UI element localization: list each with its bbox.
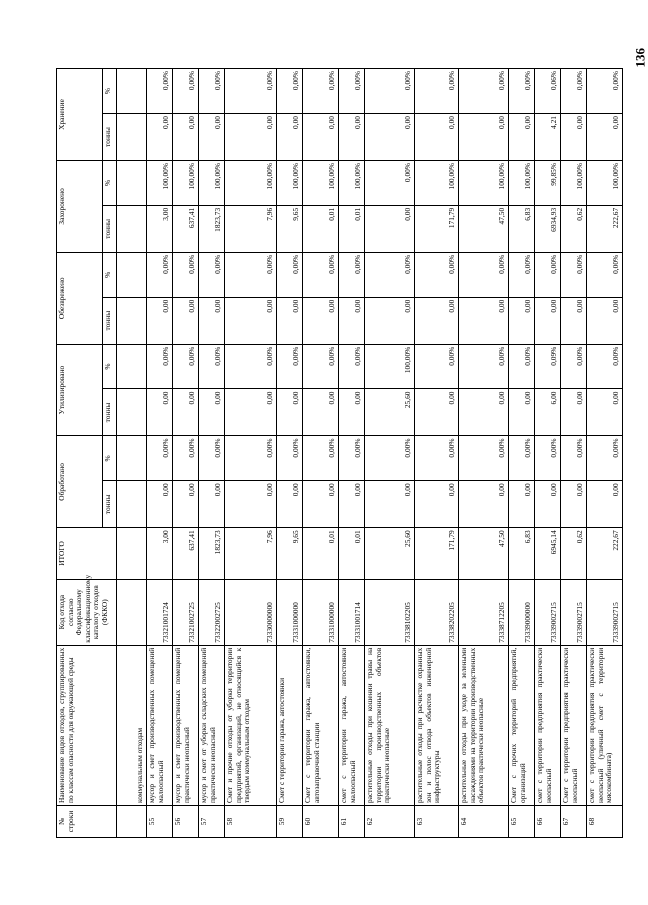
utilized-pct: 0,00% bbox=[147, 344, 173, 389]
fkko-code: 73339002715 bbox=[561, 579, 587, 645]
row-number: 60 bbox=[303, 805, 339, 837]
section-empty-cell bbox=[117, 389, 147, 436]
buried-pct: 0,00% bbox=[365, 160, 415, 205]
buried-tons: 7,96 bbox=[225, 205, 277, 252]
section-empty-cell bbox=[117, 481, 147, 528]
section-empty-cell bbox=[117, 805, 147, 837]
utilized-tons: 0,00 bbox=[459, 389, 509, 436]
fkko-code: 73338712205 bbox=[459, 579, 509, 645]
table-row bbox=[173, 69, 199, 838]
unit-pct: % bbox=[103, 252, 117, 297]
stored-tons: 0,00 bbox=[561, 114, 587, 161]
row-number: 62 bbox=[365, 805, 415, 837]
utilized-pct: 0,00% bbox=[225, 344, 277, 389]
buried-tons: 6934,93 bbox=[535, 205, 561, 252]
stored-pct: 0,00% bbox=[561, 69, 587, 114]
utilized-pct: 0,00% bbox=[277, 344, 303, 389]
utilized-tons: 0,00 bbox=[415, 389, 459, 436]
total-tons: 47,50 bbox=[459, 528, 509, 579]
buried-pct: 100,00% bbox=[147, 160, 173, 205]
neutralized-tons: 0,00 bbox=[277, 297, 303, 344]
total-tons: 0,01 bbox=[303, 528, 339, 579]
header-processed: Обработано bbox=[57, 436, 103, 528]
neutralized-pct: 0,00% bbox=[535, 252, 561, 297]
section-title: коммунальным отходам bbox=[117, 645, 147, 805]
buried-pct: 100,00% bbox=[277, 160, 303, 205]
table-row bbox=[415, 69, 459, 838]
waste-name: смет с территории предприятия практически неопасный (уличный смет с территории мясокомбината) bbox=[587, 645, 623, 805]
row-number: 55 bbox=[147, 805, 173, 837]
buried-pct: 99,85% bbox=[535, 160, 561, 205]
unit-tons: тонны bbox=[103, 297, 117, 344]
buried-pct: 100,00% bbox=[199, 160, 225, 205]
buried-pct: 100,00% bbox=[459, 160, 509, 205]
table-row bbox=[225, 69, 277, 838]
buried-tons: 0,62 bbox=[561, 205, 587, 252]
utilized-pct: 0,00% bbox=[509, 344, 535, 389]
utilized-tons: 0,00 bbox=[225, 389, 277, 436]
buried-pct: 100,00% bbox=[225, 160, 277, 205]
stored-pct: 0,00% bbox=[303, 69, 339, 114]
processed-tons: 0,00 bbox=[225, 481, 277, 528]
stored-tons: 0,00 bbox=[225, 114, 277, 161]
section-empty-cell bbox=[117, 297, 147, 344]
stored-pct: 0,00% bbox=[587, 69, 623, 114]
fkko-code: 73339002715 bbox=[587, 579, 623, 645]
utilized-pct: 0,00% bbox=[415, 344, 459, 389]
neutralized-pct: 0,00% bbox=[199, 252, 225, 297]
table-row bbox=[535, 69, 561, 838]
processed-tons: 0,00 bbox=[415, 481, 459, 528]
rotated-table-container bbox=[56, 68, 621, 838]
header-total: ИТОГО bbox=[57, 528, 117, 579]
utilized-pct: 0,00% bbox=[587, 344, 623, 389]
row-number: 61 bbox=[339, 805, 365, 837]
buried-tons: 6,83 bbox=[509, 205, 535, 252]
processed-tons: 0,00 bbox=[199, 481, 225, 528]
processed-pct: 0,00% bbox=[225, 436, 277, 481]
waste-name: Смет с территории гаража, автостоянки bbox=[277, 645, 303, 805]
buried-tons: 3,00 bbox=[147, 205, 173, 252]
utilized-pct: 0,00% bbox=[459, 344, 509, 389]
stored-tons: 0,00 bbox=[303, 114, 339, 161]
row-number: 66 bbox=[535, 805, 561, 837]
section-empty-cell bbox=[117, 252, 147, 297]
stored-tons: 0,00 bbox=[339, 114, 365, 161]
fkko-code: 73321001724 bbox=[147, 579, 173, 645]
waste-name: Смет с территории гаража, автостоянки, автозаправочной станции bbox=[303, 645, 339, 805]
table-row bbox=[147, 69, 173, 838]
waste-table bbox=[56, 68, 623, 838]
neutralized-tons: 0,00 bbox=[225, 297, 277, 344]
total-tons: 6945,14 bbox=[535, 528, 561, 579]
stored-pct: 0,00% bbox=[199, 69, 225, 114]
processed-pct: 0,00% bbox=[147, 436, 173, 481]
stored-tons: 0,00 bbox=[365, 114, 415, 161]
stored-pct: 0,06% bbox=[535, 69, 561, 114]
header-buried: Захоронено bbox=[57, 160, 103, 252]
neutralized-tons: 0,00 bbox=[509, 297, 535, 344]
processed-pct: 0,00% bbox=[587, 436, 623, 481]
waste-name: растительные отходы при кошении травы на территории производственных объектов практически неопасные bbox=[365, 645, 415, 805]
table-row bbox=[587, 69, 623, 838]
processed-tons: 0,00 bbox=[365, 481, 415, 528]
buried-tons: 9,65 bbox=[277, 205, 303, 252]
fkko-code: 73322002725 bbox=[199, 579, 225, 645]
total-tons: 637,41 bbox=[173, 528, 199, 579]
fkko-code: 73339000000 bbox=[509, 579, 535, 645]
table-row bbox=[561, 69, 587, 838]
neutralized-pct: 0,00% bbox=[277, 252, 303, 297]
waste-name: смет с территории гаража, автостоянки малоопасный bbox=[339, 645, 365, 805]
neutralized-tons: 0,00 bbox=[459, 297, 509, 344]
stored-tons: 0,00 bbox=[459, 114, 509, 161]
row-number: 57 bbox=[199, 805, 225, 837]
section-empty-cell bbox=[117, 160, 147, 205]
neutralized-pct: 0,00% bbox=[173, 252, 199, 297]
table-row bbox=[277, 69, 303, 838]
buried-pct: 100,00% bbox=[509, 160, 535, 205]
buried-tons: 637,41 bbox=[173, 205, 199, 252]
utilized-tons: 0,00 bbox=[509, 389, 535, 436]
row-number: 56 bbox=[173, 805, 199, 837]
processed-tons: 0,00 bbox=[173, 481, 199, 528]
stored-tons: 4,21 bbox=[535, 114, 561, 161]
buried-tons: 47,50 bbox=[459, 205, 509, 252]
neutralized-pct: 0,00% bbox=[587, 252, 623, 297]
row-number: 64 bbox=[459, 805, 509, 837]
processed-tons: 0,00 bbox=[277, 481, 303, 528]
row-number: 58 bbox=[225, 805, 277, 837]
waste-name: мусор и смет от уборки складских помещений практически неопасный bbox=[199, 645, 225, 805]
processed-pct: 0,00% bbox=[561, 436, 587, 481]
unit-pct: % bbox=[103, 344, 117, 389]
utilized-pct: 0,00% bbox=[339, 344, 365, 389]
buried-pct: 100,00% bbox=[415, 160, 459, 205]
stored-tons: 0,00 bbox=[147, 114, 173, 161]
buried-pct: 100,00% bbox=[173, 160, 199, 205]
fkko-code: 73338202205 bbox=[415, 579, 459, 645]
buried-tons: 0,01 bbox=[303, 205, 339, 252]
neutralized-pct: 0,00% bbox=[415, 252, 459, 297]
header-neutralized: Обезврежено bbox=[57, 252, 103, 344]
utilized-pct: 100,00% bbox=[365, 344, 415, 389]
stored-pct: 0,00% bbox=[277, 69, 303, 114]
table-row bbox=[339, 69, 365, 838]
stored-pct: 0,00% bbox=[339, 69, 365, 114]
row-number: 63 bbox=[415, 805, 459, 837]
waste-name: мусор и смет производственных помещений практически неопасный bbox=[173, 645, 199, 805]
utilized-tons: 25,60 bbox=[365, 389, 415, 436]
utilized-tons: 6,00 bbox=[535, 389, 561, 436]
utilized-tons: 0,00 bbox=[339, 389, 365, 436]
total-tons: 171,79 bbox=[415, 528, 459, 579]
neutralized-pct: 0,00% bbox=[365, 252, 415, 297]
utilized-tons: 0,00 bbox=[173, 389, 199, 436]
processed-pct: 0,00% bbox=[277, 436, 303, 481]
waste-name: растительные отходы при расчистке охранных зон и полос отвода объектов инженерной инфраструктуры bbox=[415, 645, 459, 805]
row-number: 68 bbox=[587, 805, 623, 837]
total-tons: 0,01 bbox=[339, 528, 365, 579]
unit-tons: тонны bbox=[103, 389, 117, 436]
stored-pct: 0,00% bbox=[225, 69, 277, 114]
fkko-code: 73339002715 bbox=[535, 579, 561, 645]
neutralized-tons: 0,00 bbox=[415, 297, 459, 344]
processed-pct: 0,00% bbox=[535, 436, 561, 481]
neutralized-pct: 0,00% bbox=[303, 252, 339, 297]
utilized-pct: 0,09% bbox=[535, 344, 561, 389]
header-waste-name: Наименование видов отходов, сгруппированных по классам опасности для окружающей среды bbox=[57, 645, 117, 805]
utilized-tons: 0,00 bbox=[147, 389, 173, 436]
processed-tons: 0,00 bbox=[587, 481, 623, 528]
utilized-pct: 0,00% bbox=[173, 344, 199, 389]
neutralized-tons: 0,00 bbox=[173, 297, 199, 344]
processed-tons: 0,00 bbox=[509, 481, 535, 528]
fkko-code: 73321002725 bbox=[173, 579, 199, 645]
waste-name: растительные отходы при уходе за зелеными насаждениями на территории производственных объектов практически неопасные bbox=[459, 645, 509, 805]
utilized-tons: 0,00 bbox=[303, 389, 339, 436]
waste-name: Смет с территории предприятия практически неопасный bbox=[561, 645, 587, 805]
neutralized-tons: 0,00 bbox=[587, 297, 623, 344]
stored-pct: 0,00% bbox=[415, 69, 459, 114]
processed-pct: 0,00% bbox=[303, 436, 339, 481]
stored-pct: 0,00% bbox=[365, 69, 415, 114]
neutralized-pct: 0,00% bbox=[339, 252, 365, 297]
unit-pct: % bbox=[103, 69, 117, 114]
buried-pct: 100,00% bbox=[561, 160, 587, 205]
buried-pct: 100,00% bbox=[303, 160, 339, 205]
neutralized-pct: 0,00% bbox=[509, 252, 535, 297]
header-fkko-code: Код отхода согласно Федеральному классификационному каталогу отходов (ФККО) bbox=[57, 579, 117, 645]
table-row bbox=[459, 69, 509, 838]
total-tons: 1823,73 bbox=[199, 528, 225, 579]
section-row bbox=[117, 69, 147, 838]
utilized-pct: 0,00% bbox=[561, 344, 587, 389]
processed-tons: 0,00 bbox=[561, 481, 587, 528]
neutralized-pct: 0,00% bbox=[561, 252, 587, 297]
table-row bbox=[199, 69, 225, 838]
table-row bbox=[365, 69, 415, 838]
section-empty-cell bbox=[117, 344, 147, 389]
fkko-code: 73330000000 bbox=[225, 579, 277, 645]
neutralized-tons: 0,00 bbox=[303, 297, 339, 344]
processed-pct: 0,00% bbox=[459, 436, 509, 481]
buried-tons: 0,01 bbox=[339, 205, 365, 252]
waste-name: мусор и смет производственных помещений малоопасный bbox=[147, 645, 173, 805]
buried-tons: 1823,73 bbox=[199, 205, 225, 252]
total-tons: 222,67 bbox=[587, 528, 623, 579]
table-row bbox=[303, 69, 339, 838]
section-empty-cell bbox=[117, 205, 147, 252]
stored-tons: 0,00 bbox=[277, 114, 303, 161]
stored-tons: 0,00 bbox=[587, 114, 623, 161]
section-empty-cell bbox=[117, 114, 147, 161]
processed-pct: 0,00% bbox=[509, 436, 535, 481]
neutralized-tons: 0,00 bbox=[535, 297, 561, 344]
fkko-code: 73331000000 bbox=[303, 579, 339, 645]
utilized-tons: 0,00 bbox=[587, 389, 623, 436]
waste-name: Смет с прочих территорий предприятий, организаций bbox=[509, 645, 535, 805]
table-row bbox=[509, 69, 535, 838]
stored-tons: 0,00 bbox=[199, 114, 225, 161]
stored-pct: 0,00% bbox=[147, 69, 173, 114]
page-number: 136 bbox=[632, 48, 647, 68]
header-row-no: № строки bbox=[57, 805, 117, 837]
stored-pct: 0,00% bbox=[173, 69, 199, 114]
processed-tons: 0,00 bbox=[147, 481, 173, 528]
section-empty-cell bbox=[117, 528, 147, 579]
buried-tons: 0,00 bbox=[365, 205, 415, 252]
processed-pct: 0,00% bbox=[339, 436, 365, 481]
utilized-tons: 0,00 bbox=[561, 389, 587, 436]
row-number: 67 bbox=[561, 805, 587, 837]
neutralized-tons: 0,00 bbox=[147, 297, 173, 344]
neutralized-pct: 0,00% bbox=[225, 252, 277, 297]
neutralized-tons: 0,00 bbox=[339, 297, 365, 344]
unit-tons: тонны bbox=[103, 481, 117, 528]
total-tons: 0,62 bbox=[561, 528, 587, 579]
neutralized-pct: 0,00% bbox=[459, 252, 509, 297]
processed-tons: 0,00 bbox=[459, 481, 509, 528]
utilized-pct: 0,00% bbox=[199, 344, 225, 389]
neutralized-pct: 0,00% bbox=[147, 252, 173, 297]
fkko-code: 73331000000 bbox=[277, 579, 303, 645]
stored-tons: 0,00 bbox=[415, 114, 459, 161]
section-empty-cell bbox=[117, 69, 147, 114]
buried-tons: 171,79 bbox=[415, 205, 459, 252]
buried-pct: 100,00% bbox=[339, 160, 365, 205]
stored-tons: 0,00 bbox=[509, 114, 535, 161]
waste-name: смет с территории предприятия практически неопасный bbox=[535, 645, 561, 805]
waste-name: Смет и прочие отходы от уборки территории предприятий, организаций, не относящийся к твердым коммунальным отходам bbox=[225, 645, 277, 805]
section-empty-cell bbox=[117, 579, 147, 645]
utilized-tons: 0,00 bbox=[199, 389, 225, 436]
buried-pct: 100,00% bbox=[587, 160, 623, 205]
header-stored: Хранение bbox=[57, 69, 103, 161]
utilized-tons: 0,00 bbox=[277, 389, 303, 436]
neutralized-tons: 0,00 bbox=[561, 297, 587, 344]
processed-tons: 0,00 bbox=[535, 481, 561, 528]
processed-tons: 0,00 bbox=[339, 481, 365, 528]
total-tons: 25,60 bbox=[365, 528, 415, 579]
header-utilized: Утилизировано bbox=[57, 344, 103, 436]
processed-pct: 0,00% bbox=[365, 436, 415, 481]
unit-pct: % bbox=[103, 436, 117, 481]
total-tons: 3,00 bbox=[147, 528, 173, 579]
buried-tons: 222,67 bbox=[587, 205, 623, 252]
row-number: 59 bbox=[277, 805, 303, 837]
processed-pct: 0,00% bbox=[173, 436, 199, 481]
total-tons: 9,65 bbox=[277, 528, 303, 579]
unit-tons: тонны bbox=[103, 205, 117, 252]
stored-pct: 0,00% bbox=[459, 69, 509, 114]
processed-tons: 0,00 bbox=[303, 481, 339, 528]
unit-tons: тонны bbox=[103, 114, 117, 161]
stored-pct: 0,00% bbox=[509, 69, 535, 114]
processed-pct: 0,00% bbox=[199, 436, 225, 481]
section-empty-cell bbox=[117, 436, 147, 481]
stored-tons: 0,00 bbox=[173, 114, 199, 161]
neutralized-tons: 0,00 bbox=[365, 297, 415, 344]
fkko-code: 73331001714 bbox=[339, 579, 365, 645]
unit-pct: % bbox=[103, 160, 117, 205]
utilized-pct: 0,00% bbox=[303, 344, 339, 389]
total-tons: 6,83 bbox=[509, 528, 535, 579]
total-tons: 7,96 bbox=[225, 528, 277, 579]
fkko-code: 73338102205 bbox=[365, 579, 415, 645]
processed-pct: 0,00% bbox=[415, 436, 459, 481]
row-number: 65 bbox=[509, 805, 535, 837]
neutralized-tons: 0,00 bbox=[199, 297, 225, 344]
